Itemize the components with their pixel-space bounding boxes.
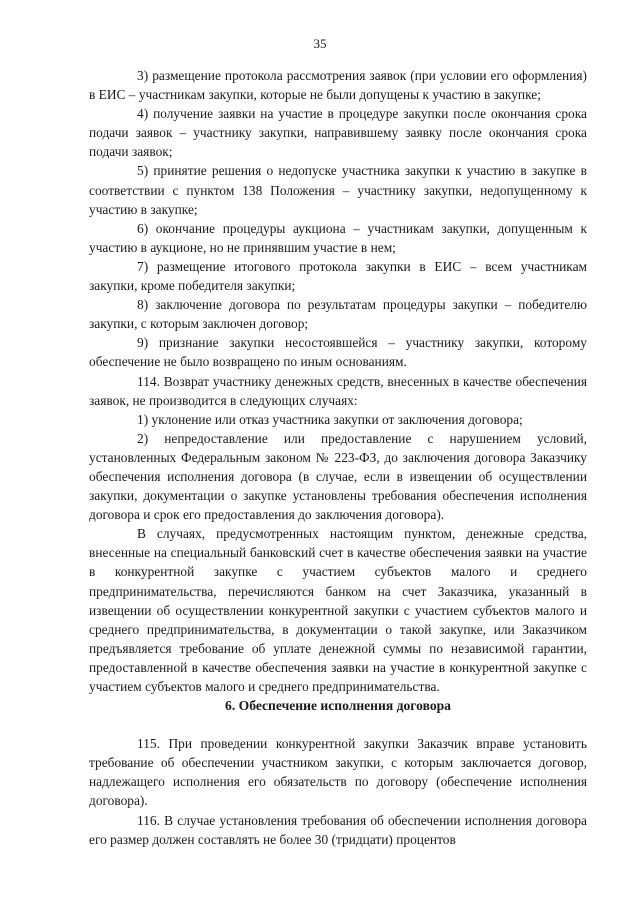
paragraph-clause-116: 116. В случае установления требования об обеспечении исполнения договора его размер должен составлять не более 30 (тридцати) процентов — [89, 812, 587, 847]
paragraph-clause-114: 114. Возврат участнику денежных средств, внесенных в качестве обеспечения заявок, не производится в следующих случаях: — [89, 373, 587, 408]
paragraph-item-7: 7) размещение итогового протокола закупки в ЕИС – всем участникам закупки, кроме победителя закупки; — [89, 258, 587, 294]
paragraph-114-item-2: 2) непредоставление или предоставление с нарушением условий, установленных Федеральным законом № 223-ФЗ, до заключения договора Заказчику обеспечения исполнения договора (в случае, если в извещении об осуществлении закупки, документации о закупке установлены требования обеспечения исполнения договора и срок его предоставления до заключения договора). — [89, 430, 587, 523]
paragraph-clause-115: 115. При проведении конкурентной закупки Заказчик вправе установить требование об обеспечении участником закупки, с которым заключается договор, надлежащего исполнения его обязательств по договору (обеспечение исполнения договора). — [89, 736, 587, 809]
paragraph-item-9: 9) признание закупки несостоявшейся – участнику закупки, которому обеспечение не было возвращено по иным основаниям. — [89, 335, 587, 370]
section-heading: 6. Обеспечение исполнения договора — [225, 698, 451, 714]
paragraph-114-cases: В случаях, предусмотренных настоящим пунктом, денежные средства, внесенные на специальный банковский счет в качестве обеспечения заявки на участие в конкурентной закупке с участием субъектов малого и среднего предпринимательства, перечисляются банком на счет Заказчика, указанный в извещении об осуществлении конкурентной закупки с участием субъектов малого и среднего предпринимательства, в документации о такой закупке, или Заказчиком предъявляется требование об уплате денежной суммы по независимой гарантии, предоставленной в качестве обеспечения заявки на участие в конкурентной закупке с участием субъектов малого и среднего предпринимательства. — [89, 526, 587, 694]
paragraph-114-item-1: 1) уклонение или отказ участника закупки от заключения договора; — [137, 411, 523, 427]
paragraph-item-3: 3) размещение протокола рассмотрения заявок (при условии его оформления) в ЕИС – участникам закупки, которые не были допущены к участию в закупке; — [89, 68, 587, 103]
document-body — [89, 66, 587, 849]
paragraph-item-6: 6) окончание процедуры аукциона – участникам закупки, допущенным к участию в аукционе, но не принявшим участие в нем; — [89, 220, 587, 255]
page-number: 35 — [313, 36, 327, 51]
section-spacer — [89, 715, 587, 734]
paragraph-item-5: 5) принятие решения о недопуске участника закупки к участию в закупке в соответствии с пунктом 138 Положения – участнику закупки, недопущенному к участию в закупке; — [89, 163, 587, 217]
paragraph-item-8: 8) заключение договора по результатам процедуры закупки – победителю закупки, с которым заключен договор; — [89, 297, 587, 332]
paragraph-item-4: 4) получение заявки на участие в процедуре закупки после окончания срока подачи заявок – участнику закупки, направившему заявку после окончания срока подачи заявок; — [89, 106, 587, 160]
